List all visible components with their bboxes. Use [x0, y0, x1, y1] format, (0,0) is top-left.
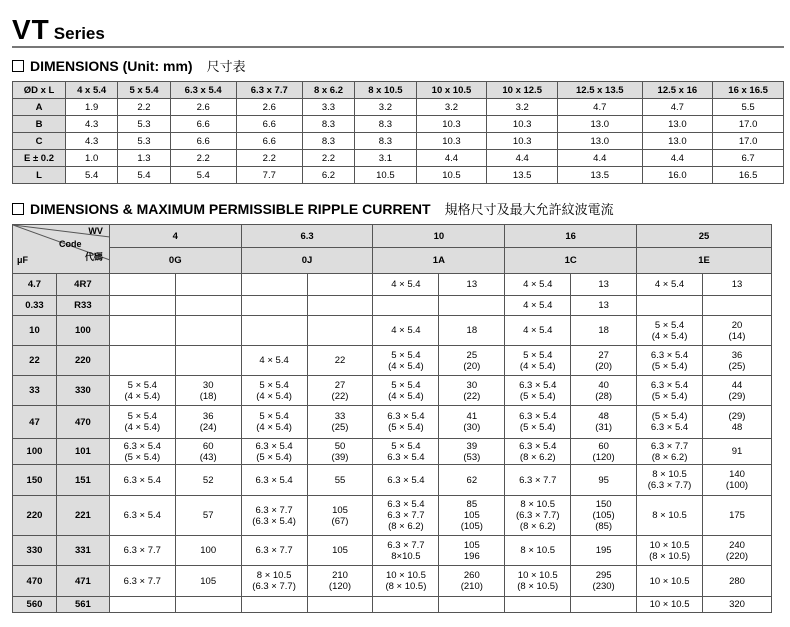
case-size-cell: 5 × 5.4 6.3 × 5.4	[373, 439, 439, 465]
dims-cell: 3.2	[355, 99, 417, 116]
dims-cell: 10.3	[416, 133, 487, 150]
dims-col-header: 16 x 16.5	[713, 82, 784, 99]
case-size-cell: (5 × 5.4) 6.3 × 5.4	[637, 406, 703, 439]
dims-cell: 17.0	[713, 133, 784, 150]
case-size-cell: 5 × 5.4 (4 × 5.4)	[505, 346, 571, 376]
table-row	[13, 150, 784, 167]
dims-row-header: L	[13, 167, 66, 184]
table-row	[13, 496, 772, 536]
ripple-current-cell: 280	[703, 566, 772, 597]
dims-cell: 13.5	[487, 167, 558, 184]
capacitance-cell: 10	[13, 316, 57, 346]
capacitance-cell: 100	[13, 439, 57, 465]
ripple-current-cell	[307, 274, 373, 296]
table-row	[13, 296, 772, 316]
table-row	[13, 99, 784, 116]
corner-uf-label: μF	[17, 255, 29, 265]
case-size-cell	[241, 274, 307, 296]
ripple-current-cell: 260 (210)	[439, 566, 505, 597]
case-size-cell: 4 × 5.4	[505, 274, 571, 296]
code-cell: R33	[56, 296, 109, 316]
ripple-current-cell: 27 (22)	[307, 376, 373, 406]
dims-cell: 16.0	[642, 167, 713, 184]
case-size-cell: 6.3 × 5.4 (5 × 5.4)	[241, 439, 307, 465]
case-size-cell	[109, 274, 175, 296]
dims-cell: 6.6	[236, 116, 302, 133]
case-size-cell	[109, 296, 175, 316]
dims-cell: 1.0	[66, 150, 118, 167]
ripple-current-cell: 320	[703, 597, 772, 613]
section-ripple-heading	[12, 199, 614, 218]
ripple-current-cell: 13	[439, 274, 505, 296]
dims-cell: 17.0	[713, 116, 784, 133]
case-size-cell: 4 × 5.4	[505, 296, 571, 316]
series-name: VT	[12, 14, 50, 45]
ripple-current-cell: 25 (20)	[439, 346, 505, 376]
case-size-cell: 6.3 × 7.7	[505, 465, 571, 496]
ripple-current-cell: 100	[175, 536, 241, 566]
dims-cell: 13.0	[558, 116, 642, 133]
dims-cell: 6.6	[170, 133, 236, 150]
dims-cell: 3.1	[355, 150, 417, 167]
dims-col-header: 8 x 6.2	[302, 82, 354, 99]
case-size-cell: 4 × 5.4	[505, 316, 571, 346]
dims-cell: 10.3	[416, 116, 487, 133]
dims-cell: 6.6	[236, 133, 302, 150]
case-size-cell	[505, 597, 571, 613]
case-size-cell: 4 × 5.4	[637, 274, 703, 296]
dims-cell: 4.4	[487, 150, 558, 167]
capacitance-cell: 22	[13, 346, 57, 376]
dims-cell: 8.3	[302, 133, 354, 150]
ripple-current-cell: 105	[175, 566, 241, 597]
case-size-cell: 6.3 × 7.7	[241, 536, 307, 566]
ripple-current-cell	[439, 597, 505, 613]
dims-row-header: E ± 0.2	[13, 150, 66, 167]
ripple-current-cell: 62	[439, 465, 505, 496]
code-cell: 101	[56, 439, 109, 465]
case-size-cell: 6.3 × 5.4 6.3 × 7.7 (8 × 6.2)	[373, 496, 439, 536]
dims-col-header: 12.5 x 13.5	[558, 82, 642, 99]
ripple-current-cell: 33 (25)	[307, 406, 373, 439]
dims-cell: 5.5	[713, 99, 784, 116]
ripple-current-cell: 50 (39)	[307, 439, 373, 465]
dims-cell: 6.7	[713, 150, 784, 167]
capacitance-cell: 4.7	[13, 274, 57, 296]
ripple-current-cell	[307, 296, 373, 316]
ripple-current-cell: 57	[175, 496, 241, 536]
case-size-cell: 6.3 × 5.4 (5 × 5.4)	[505, 376, 571, 406]
ripple-current-cell	[307, 316, 373, 346]
table-row	[13, 439, 772, 465]
dims-row-header: B	[13, 116, 66, 133]
section-dimensions-cjk: 尺寸表	[206, 60, 246, 75]
table-row	[13, 597, 772, 613]
ripple-current-cell	[439, 296, 505, 316]
series-title	[12, 14, 105, 46]
table-row	[13, 346, 772, 376]
code-cell: 220	[56, 346, 109, 376]
ripple-current-cell: 44 (29)	[703, 376, 772, 406]
ripple-current-cell: 36 (24)	[175, 406, 241, 439]
dims-cell: 1.9	[66, 99, 118, 116]
case-size-cell: 4 × 5.4	[373, 316, 439, 346]
ripple-current-cell	[175, 316, 241, 346]
dims-cell: 2.2	[118, 99, 170, 116]
dims-cell: 2.6	[170, 99, 236, 116]
dims-cell: 4.7	[558, 99, 642, 116]
case-size-cell	[373, 296, 439, 316]
dims-cell: 10.5	[355, 167, 417, 184]
dims-cell: 8.3	[355, 133, 417, 150]
case-size-cell	[637, 296, 703, 316]
ripple-current-cell: 13	[571, 274, 637, 296]
case-size-cell: 6.3 × 7.7 (6.3 × 5.4)	[241, 496, 307, 536]
case-size-cell: 6.3 × 5.4 (5 × 5.4)	[109, 439, 175, 465]
section-ripple-cjk: 規格尺寸及最大允許紋波電流	[444, 203, 614, 218]
capacitance-cell: 0.33	[13, 296, 57, 316]
case-size-cell: 10 × 10.5 (8 × 10.5)	[373, 566, 439, 597]
case-size-cell	[241, 597, 307, 613]
table-row	[13, 566, 772, 597]
voltage-header: 10	[373, 225, 505, 248]
case-size-cell: 10 × 10.5	[637, 566, 703, 597]
case-size-cell	[109, 346, 175, 376]
code-cell: 561	[56, 597, 109, 613]
code-header: 0G	[109, 248, 241, 274]
code-cell: 4R7	[56, 274, 109, 296]
code-header: 1C	[505, 248, 637, 274]
ripple-table	[12, 224, 772, 613]
case-size-cell: 10 × 10.5 (8 × 10.5)	[637, 536, 703, 566]
dims-row-header: C	[13, 133, 66, 150]
capacitance-cell: 330	[13, 536, 57, 566]
ripple-current-cell: 13	[571, 296, 637, 316]
case-size-cell: 8 × 10.5 (6.3 × 7.7)	[637, 465, 703, 496]
ripple-current-cell	[175, 274, 241, 296]
ripple-current-cell: 48 (31)	[571, 406, 637, 439]
case-size-cell: 6.3 × 5.4	[241, 465, 307, 496]
table-row	[13, 167, 784, 184]
ripple-current-cell: 105	[307, 536, 373, 566]
dims-cell: 8.3	[355, 116, 417, 133]
code-cell: 331	[56, 536, 109, 566]
code-cell: 221	[56, 496, 109, 536]
ripple-current-cell: 18	[571, 316, 637, 346]
code-header-row	[13, 248, 772, 274]
case-size-cell: 6.3 × 7.7	[109, 566, 175, 597]
case-size-cell: 6.3 × 5.4	[109, 465, 175, 496]
ripple-current-cell: 105 (67)	[307, 496, 373, 536]
ripple-current-cell: 20 (14)	[703, 316, 772, 346]
case-size-cell: 5 × 5.4 (4 × 5.4)	[241, 406, 307, 439]
dims-cell: 13.0	[558, 133, 642, 150]
table-row	[13, 376, 772, 406]
code-cell: 100	[56, 316, 109, 346]
case-size-cell: 8 × 10.5	[637, 496, 703, 536]
dims-cell: 5.3	[118, 116, 170, 133]
corner-code-label: Code	[59, 239, 82, 249]
ripple-current-cell: 52	[175, 465, 241, 496]
case-size-cell: 6.3 × 5.4	[373, 465, 439, 496]
case-size-cell: 5 × 5.4 (4 × 5.4)	[637, 316, 703, 346]
dims-col-header: 6.3 x 5.4	[170, 82, 236, 99]
dims-cell: 5.4	[170, 167, 236, 184]
dims-cell: 4.4	[416, 150, 487, 167]
dims-col-header: 5 x 5.4	[118, 82, 170, 99]
ripple-current-cell: 295 (230)	[571, 566, 637, 597]
table-corner-header	[13, 225, 110, 274]
case-size-cell	[109, 597, 175, 613]
corner-wv-label: WV	[88, 226, 103, 236]
case-size-cell: 4 × 5.4	[373, 274, 439, 296]
ripple-current-cell: 140 (100)	[703, 465, 772, 496]
ripple-current-cell	[175, 346, 241, 376]
ripple-current-cell: 105 196	[439, 536, 505, 566]
case-size-cell: 5 × 5.4 (4 × 5.4)	[109, 406, 175, 439]
table-row	[13, 536, 772, 566]
code-header: 1E	[637, 248, 772, 274]
voltage-header: 4	[109, 225, 241, 248]
voltage-header: 6.3	[241, 225, 373, 248]
dims-cell: 13.0	[642, 116, 713, 133]
case-size-cell: 6.3 × 7.7 (8 × 6.2)	[637, 439, 703, 465]
ripple-current-cell: 195	[571, 536, 637, 566]
voltage-header: 16	[505, 225, 637, 248]
dims-col-header: 6.3 x 7.7	[236, 82, 302, 99]
dims-col-header: 8 x 10.5	[355, 82, 417, 99]
section-dimensions-label: DIMENSIONS (Unit: mm)	[30, 57, 193, 74]
ripple-current-cell: 150 (105) (85)	[571, 496, 637, 536]
dims-cell: 4.7	[642, 99, 713, 116]
dims-cell: 4.3	[66, 116, 118, 133]
case-size-cell: 6.3 × 7.7 8×10.5	[373, 536, 439, 566]
voltage-header: 25	[637, 225, 772, 248]
dims-cell: 10.5	[416, 167, 487, 184]
ripple-current-cell: 30 (22)	[439, 376, 505, 406]
code-header: 0J	[241, 248, 373, 274]
table-row	[13, 274, 772, 296]
case-size-cell	[241, 296, 307, 316]
dims-col-header: 10 x 12.5	[487, 82, 558, 99]
dimensions-header-row	[13, 82, 784, 99]
ripple-current-cell: 95	[571, 465, 637, 496]
table-row	[13, 133, 784, 150]
ripple-current-cell: 13	[703, 274, 772, 296]
dims-col-header: 4 x 5.4	[66, 82, 118, 99]
dims-cell: 13.5	[558, 167, 642, 184]
ripple-current-cell: 27 (20)	[571, 346, 637, 376]
ripple-current-cell: 30 (18)	[175, 376, 241, 406]
title-rule	[12, 46, 784, 48]
ripple-current-cell: 40 (28)	[571, 376, 637, 406]
checkbox-square-icon	[12, 60, 24, 72]
case-size-cell	[373, 597, 439, 613]
dims-cell: 5.4	[66, 167, 118, 184]
case-size-cell: 6.3 × 5.4 (5 × 5.4)	[637, 376, 703, 406]
case-size-cell: 5 × 5.4 (4 × 5.4)	[109, 376, 175, 406]
case-size-cell	[241, 316, 307, 346]
ripple-current-cell: (29) 48	[703, 406, 772, 439]
ripple-current-cell: 36 (25)	[703, 346, 772, 376]
ripple-current-cell: 41 (30)	[439, 406, 505, 439]
ripple-current-cell	[175, 597, 241, 613]
dims-row-header: A	[13, 99, 66, 116]
voltage-header-row	[13, 225, 772, 248]
code-header: 1A	[373, 248, 505, 274]
case-size-cell: 10 × 10.5 (8 × 10.5)	[505, 566, 571, 597]
dims-cell: 1.3	[118, 150, 170, 167]
dims-cell: 16.5	[713, 167, 784, 184]
dims-corner-header: ØD x L	[13, 82, 66, 99]
ripple-current-cell: 55	[307, 465, 373, 496]
table-row	[13, 406, 772, 439]
dims-cell: 7.7	[236, 167, 302, 184]
corner-code-cjk: 代碼	[84, 253, 103, 263]
ripple-current-cell: 85 105 (105)	[439, 496, 505, 536]
ripple-current-cell: 91	[703, 439, 772, 465]
dims-cell: 4.4	[642, 150, 713, 167]
case-size-cell: 6.3 × 5.4 (5 × 5.4)	[637, 346, 703, 376]
table-row	[13, 316, 772, 346]
case-size-cell: 6.3 × 7.7	[109, 536, 175, 566]
table-row	[13, 116, 784, 133]
table-row	[13, 465, 772, 496]
case-size-cell: 8 × 10.5 (6.3 × 7.7)	[241, 566, 307, 597]
dims-cell: 3.3	[302, 99, 354, 116]
ripple-current-cell: 210 (120)	[307, 566, 373, 597]
capacitance-cell: 150	[13, 465, 57, 496]
dims-cell: 2.2	[236, 150, 302, 167]
case-size-cell: 6.3 × 5.4	[109, 496, 175, 536]
code-cell: 471	[56, 566, 109, 597]
dims-cell: 5.4	[118, 167, 170, 184]
capacitance-cell: 47	[13, 406, 57, 439]
ripple-current-cell	[571, 597, 637, 613]
dims-cell: 3.2	[487, 99, 558, 116]
dims-cell: 10.3	[487, 133, 558, 150]
case-size-cell: 6.3 × 5.4 (5 × 5.4)	[505, 406, 571, 439]
capacitance-cell: 33	[13, 376, 57, 406]
ripple-current-cell	[307, 597, 373, 613]
ripple-current-cell: 60 (120)	[571, 439, 637, 465]
section-dimensions-heading	[12, 56, 246, 75]
ripple-current-cell	[703, 296, 772, 316]
code-cell: 151	[56, 465, 109, 496]
dims-col-header: 10 x 10.5	[416, 82, 487, 99]
dims-cell: 2.6	[236, 99, 302, 116]
case-size-cell: 6.3 × 5.4 (8 × 6.2)	[505, 439, 571, 465]
code-cell: 470	[56, 406, 109, 439]
ripple-current-cell: 39 (53)	[439, 439, 505, 465]
dims-col-header: 12.5 x 16	[642, 82, 713, 99]
dimensions-table	[12, 81, 784, 184]
dims-cell: 10.3	[487, 116, 558, 133]
dims-cell: 6.6	[170, 116, 236, 133]
dims-cell: 2.2	[170, 150, 236, 167]
ripple-current-cell: 60 (43)	[175, 439, 241, 465]
case-size-cell: 5 × 5.4 (4 × 5.4)	[373, 346, 439, 376]
case-size-cell: 5 × 5.4 (4 × 5.4)	[241, 376, 307, 406]
dims-cell: 13.0	[642, 133, 713, 150]
series-suffix: Series	[53, 24, 105, 43]
dims-cell: 4.4	[558, 150, 642, 167]
case-size-cell	[109, 316, 175, 346]
dims-cell: 5.3	[118, 133, 170, 150]
dims-cell: 3.2	[416, 99, 487, 116]
case-size-cell: 4 × 5.4	[241, 346, 307, 376]
ripple-current-cell: 18	[439, 316, 505, 346]
dims-cell: 8.3	[302, 116, 354, 133]
ripple-current-cell: 240 (220)	[703, 536, 772, 566]
capacitance-cell: 560	[13, 597, 57, 613]
case-size-cell: 8 × 10.5 (6.3 × 7.7) (8 × 6.2)	[505, 496, 571, 536]
code-cell: 330	[56, 376, 109, 406]
ripple-current-cell: 22	[307, 346, 373, 376]
ripple-current-cell	[175, 296, 241, 316]
dims-cell: 4.3	[66, 133, 118, 150]
section-ripple-label: DIMENSIONS & MAXIMUM PERMISSIBLE RIPPLE CURRENT	[30, 200, 431, 217]
case-size-cell: 5 × 5.4 (4 × 5.4)	[373, 376, 439, 406]
case-size-cell: 6.3 × 5.4 (5 × 5.4)	[373, 406, 439, 439]
case-size-cell: 8 × 10.5	[505, 536, 571, 566]
capacitance-cell: 220	[13, 496, 57, 536]
dims-cell: 6.2	[302, 167, 354, 184]
checkbox-square-icon	[12, 203, 24, 215]
capacitance-cell: 470	[13, 566, 57, 597]
ripple-current-cell: 175	[703, 496, 772, 536]
dims-cell: 2.2	[302, 150, 354, 167]
case-size-cell: 10 × 10.5	[637, 597, 703, 613]
